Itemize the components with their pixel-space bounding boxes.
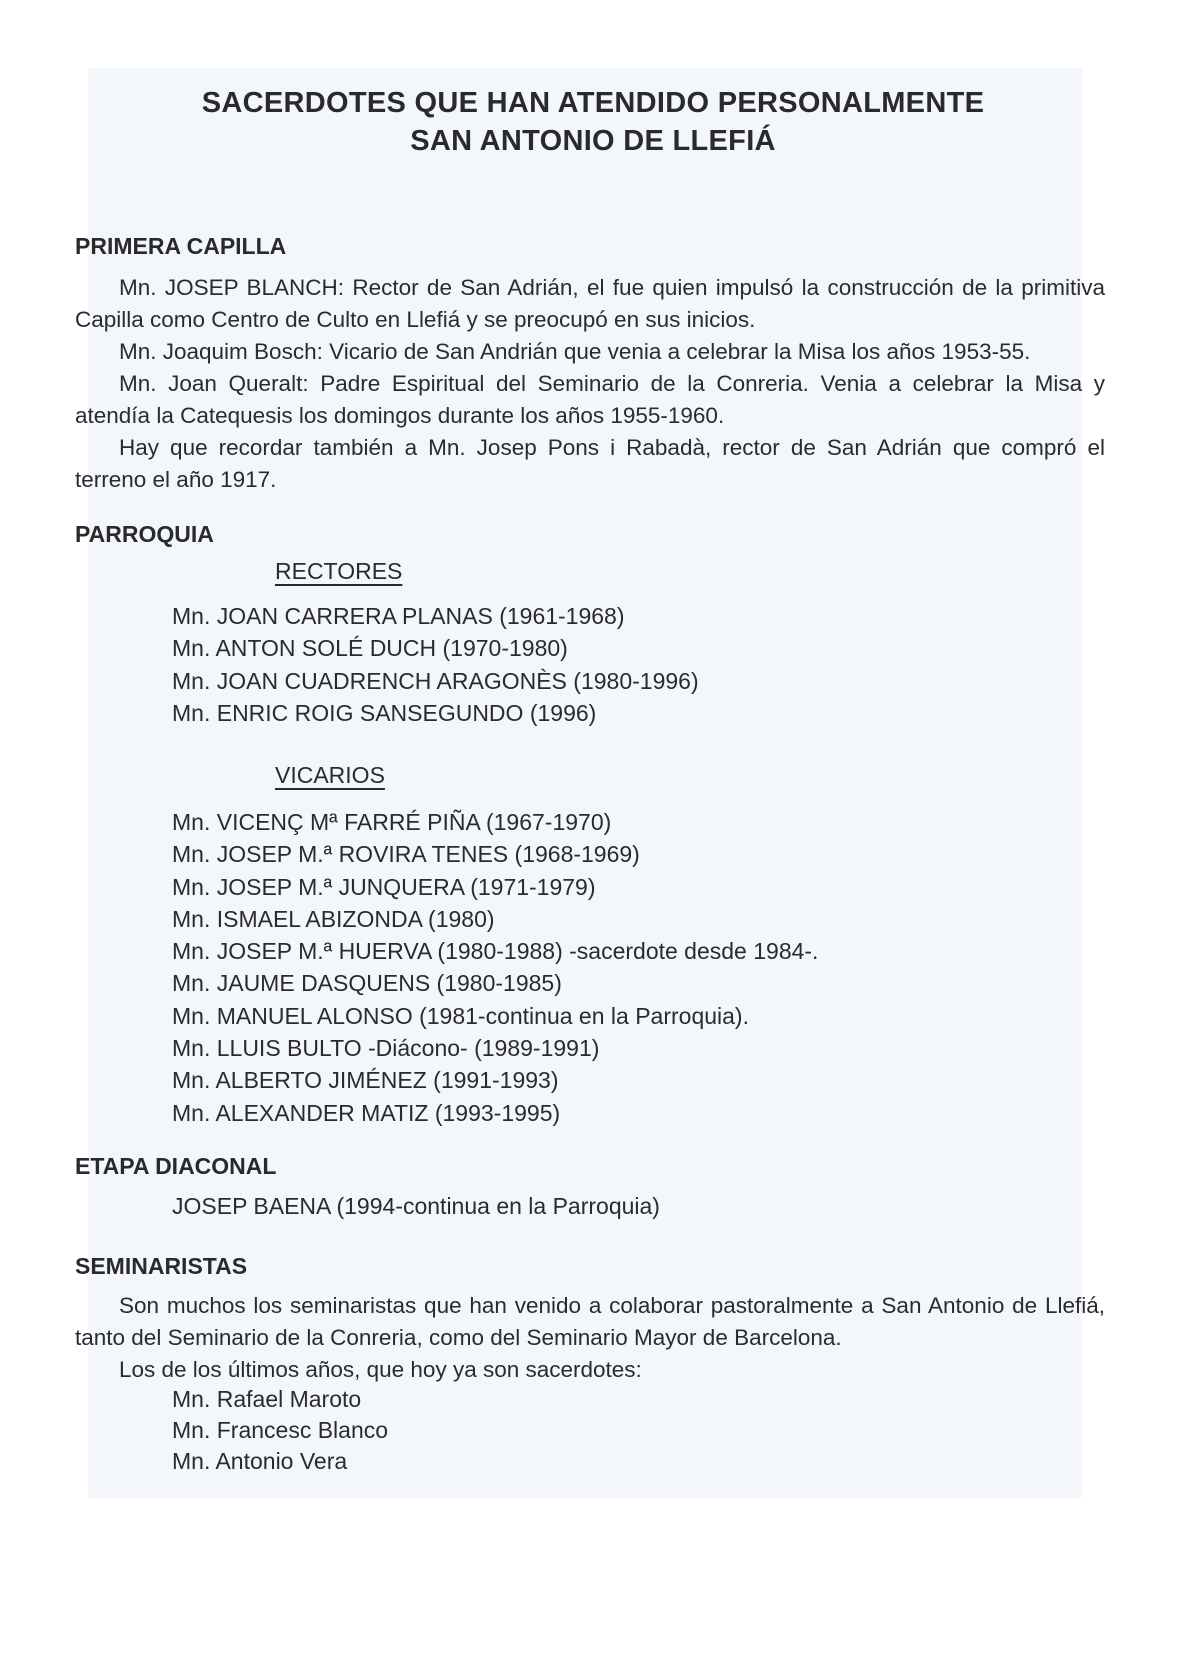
paragraph-text: Mn. Joaquim Bosch: Vicario de San Andrián que venia a celebrar la Misa los años 1953-55. [119,339,1031,364]
list-item: Mn. JOSEP M.ª JUNQUERA (1971-1979) [172,873,596,900]
list-item: Mn. JOSEP M.ª HUERVA (1980-1988) -sacerdote desde 1984-. [172,938,819,965]
paragraph-seminaristas-intro [75,1354,1105,1386]
list-item: Mn. Francesc Blanco [172,1417,389,1443]
list-item: Mn. ENRIC ROIG SANSEGUNDO (1996) [172,699,597,726]
list-item: Mn. ALEXANDER MATIZ (1993-1995) [172,1099,561,1126]
section-heading-primera-capilla: PRIMERA CAPILLA [75,233,287,259]
list-item: Mn. ALBERTO JIMÉNEZ (1991-1993) [172,1067,559,1094]
subheading-vicarios: VICARIOS [275,762,385,788]
paragraph-text: Hay que recordar también a Mn. Josep Pons i Rabadà, rector de San Adrián que compró el terreno el año 1917. [75,435,1105,492]
rectores-list [172,600,699,729]
paragraph-joaquim-bosch [75,336,1105,368]
paragraph-text: Mn. JOSEP BLANCH: Rector de San Adrián, el fue quien impulsó la construcción de la primitiva Capilla como Centro de Culto en Llefiá y se preocupó en sus inicios. [75,275,1105,332]
list-item: Mn. JOSEP M.ª ROVIRA TENES (1968-1969) [172,841,640,868]
paragraph-text: Los de los últimos años, que hoy ya son sacerdotes: [119,1357,642,1382]
paragraph-josep-pons [75,432,1105,496]
paragraph-text: Mn. Joan Queralt: Padre Espiritual del Seminario de la Conreria. Venia a celebrar la Misa y atendía la Catequesis los domingos durante los años 1955-1960. [75,371,1105,428]
paragraph-joan-queralt [75,368,1105,432]
subheading-rectores: RECTORES [275,558,403,584]
list-item: Mn. JOAN CUADRENCH ARAGONÈS (1980-1996) [172,667,699,694]
paragraph-text: Son muchos los seminaristas que han venido a colaborar pastoralmente a San Antonio de Llefiá, tanto del Seminario de la Conreria, como del Seminario Mayor de Barcelona. [75,1293,1105,1350]
etapa-diaconal-list [172,1190,660,1222]
list-item: Mn. LLUIS BULTO -Diácono- (1989-1991) [172,1035,600,1062]
list-item: Mn. ANTON SOLÉ DUCH (1970-1980) [172,635,568,662]
vicarios-list [172,806,818,1129]
title-line-2: SAN ANTONIO DE LLEFIÁ [410,125,776,157]
list-item: Mn. Rafael Maroto [172,1386,362,1412]
list-item: Mn. Antonio Vera [172,1448,348,1474]
list-item: Mn. JOAN CARRERA PLANAS (1961-1968) [172,603,625,629]
section-heading-seminaristas: SEMINARISTAS [75,1253,248,1279]
list-item: Mn. VICENÇ Mª FARRÉ PIÑA (1967-1970) [172,809,612,835]
paragraph-josep-blanch [75,272,1105,336]
title-line-1: SACERDOTES QUE HAN ATENDIDO PERSONALMENTE [201,87,985,119]
list-item: JOSEP BAENA (1994-continua en la Parroquia) [172,1193,660,1219]
page-title [0,84,1186,160]
list-item: Mn. MANUEL ALONSO (1981-continua en la Parroquia). [172,1002,749,1029]
seminaristas-list [172,1384,388,1477]
section-heading-etapa-diaconal: ETAPA DIACONAL [75,1153,277,1179]
list-item: Mn. ISMAEL ABIZONDA (1980) [172,905,495,932]
section-heading-parroquia: PARROQUIA [75,521,214,547]
list-item: Mn. JAUME DASQUENS (1980-1985) [172,970,562,997]
paragraph-seminaristas [75,1290,1105,1354]
